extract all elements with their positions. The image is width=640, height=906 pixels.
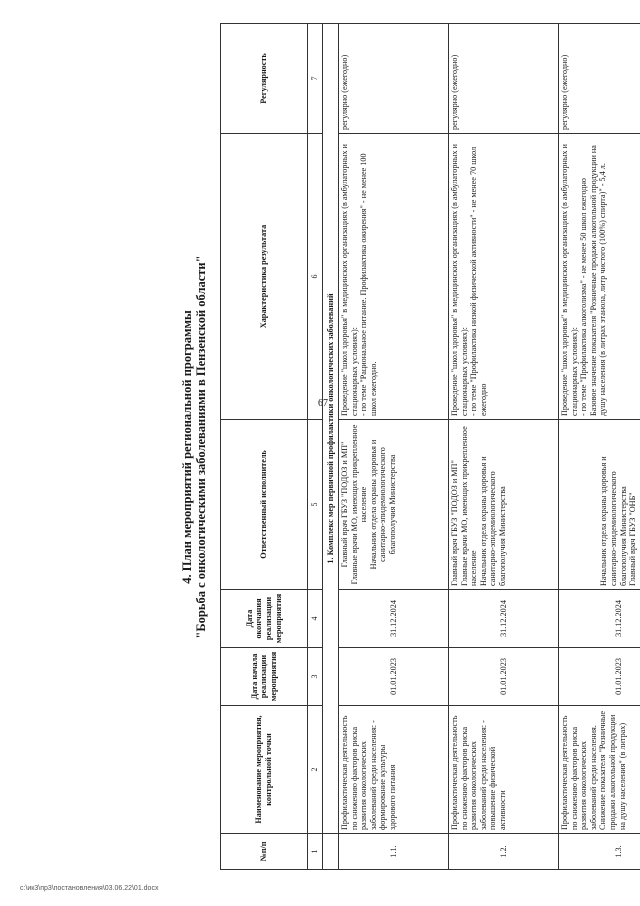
row-name: Профилактическая деятельность по снижению факторов риска развития онкологических заболеваний среди населения: - повышение физической активности — [449, 706, 559, 834]
row-regularity: регулярно (ежегодно) — [339, 24, 449, 134]
title-line-1: 4. План мероприятий региональной программы — [180, 310, 194, 584]
section-title: 1. Комплекс мер первичной профилактики онкологических заболеваний — [323, 24, 339, 834]
row-name: Профилактическая деятельность по снижению факторов риска развития онкологических заболеваний среди населения: - формирование культуры здорового питания — [339, 706, 449, 834]
section-row — [323, 24, 339, 870]
row-responsible: Начальник отдела охраны здоровья и санитарно-эпидемиологического благополучия Министерства Главный врач ГБУЗ "ОНБ" — [559, 420, 640, 590]
plan-table — [220, 23, 640, 870]
row-result: Проведение "школ здоровья" в медицинских организациях (в амбулаторных и стационарных условиях): - по теме "Профилактика низкой физической активности" - не менее 70 школ ежегодно — [449, 134, 559, 420]
col-number: 5 — [308, 420, 323, 590]
row-regularity: регулярно (ежегодно) — [559, 24, 640, 134]
col-number: 4 — [308, 590, 323, 648]
row-start-date: 01.01.2023 — [449, 648, 559, 706]
file-path-footer: c:\ик3\пр3\постановления\03.06.22\01.docx — [20, 885, 159, 892]
row-end-date: 31.12.2024 — [339, 590, 449, 648]
col-header-regularity: Регулярность — [221, 24, 308, 134]
row-number: 1.3. — [559, 834, 640, 870]
col-number: 7 — [308, 24, 323, 134]
col-header-result: Характеристика результата — [221, 134, 308, 420]
col-header-responsible: Ответственный исполнитель — [221, 420, 308, 590]
column-number-row — [308, 24, 323, 870]
row-end-date: 31.12.2024 — [559, 590, 640, 648]
header-row — [221, 24, 308, 870]
col-header-end: Дата окончания реализации мероприятия — [221, 590, 308, 648]
row-result: Проведение "школ здоровья" в медицинских организациях (в амбулаторных и стационарных условиях): - по теме "Рациональное питание. Профилактика ожирения" - не менее 100 школ ежегодно. — [339, 134, 449, 420]
col-header-name: Наименование мероприятия, контрольной точки — [221, 706, 308, 834]
row-responsible: Главный врач ГБУЗ "ПОДОЗ и МП" Главные врачи МО, имеющих прикрепленное население Начальник отдела охраны здоровья и санитарно-эпидемиологического благополучия Министерства — [449, 420, 559, 590]
col-number: 1 — [308, 834, 323, 870]
row-regularity: регулярно (ежегодно) — [449, 24, 559, 134]
col-number: 6 — [308, 134, 323, 420]
row-number: 1.1. — [339, 834, 449, 870]
title-line-2: "Борьба с онкологическими заболеваниями в Пензенской области" — [194, 255, 208, 639]
row-responsible: Главный врач ГБУЗ "ПОДОЗ и МП" Главные врачи МО, имеющих прикрепленное население Начальник отдела охраны здоровья и санитарно-эпидемиологического благополучия Министерства — [339, 420, 449, 590]
table-row — [339, 24, 449, 870]
plan-title — [180, 24, 208, 870]
row-number: 1.2. — [449, 834, 559, 870]
page-number: 67 — [318, 398, 328, 409]
row-name: Профилактическая деятельность по снижению факторов риска развития онкологических заболеваний среди населения. Снижение показателя "Розничные продажи алкогольной продукции на душу населения" (в литрах) — [559, 706, 640, 834]
row-start-date: 01.01.2023 — [559, 648, 640, 706]
row-start-date: 01.01.2023 — [339, 648, 449, 706]
table-row — [449, 24, 559, 870]
col-number: 2 — [308, 706, 323, 834]
col-header-start: Дата начала реализации мероприятия — [221, 648, 308, 706]
table-row — [559, 24, 640, 870]
col-number: 3 — [308, 648, 323, 706]
row-result: Проведение "школ здоровья" в медицинских организациях (в амбулаторных и стационарных условиях): - по теме "Профилактика алкоголизма" - не менее 50 школ ежегодно Базовое значение показателя "Розничные продажи алкогольной продукции на душу населения (в литрах этанола, литр чистого (100%) спирта)" - 5,4 л. — [559, 134, 640, 420]
rotated-page — [180, 24, 640, 870]
row-end-date: 31.12.2024 — [449, 590, 559, 648]
col-header-num: №п/п — [221, 834, 308, 870]
